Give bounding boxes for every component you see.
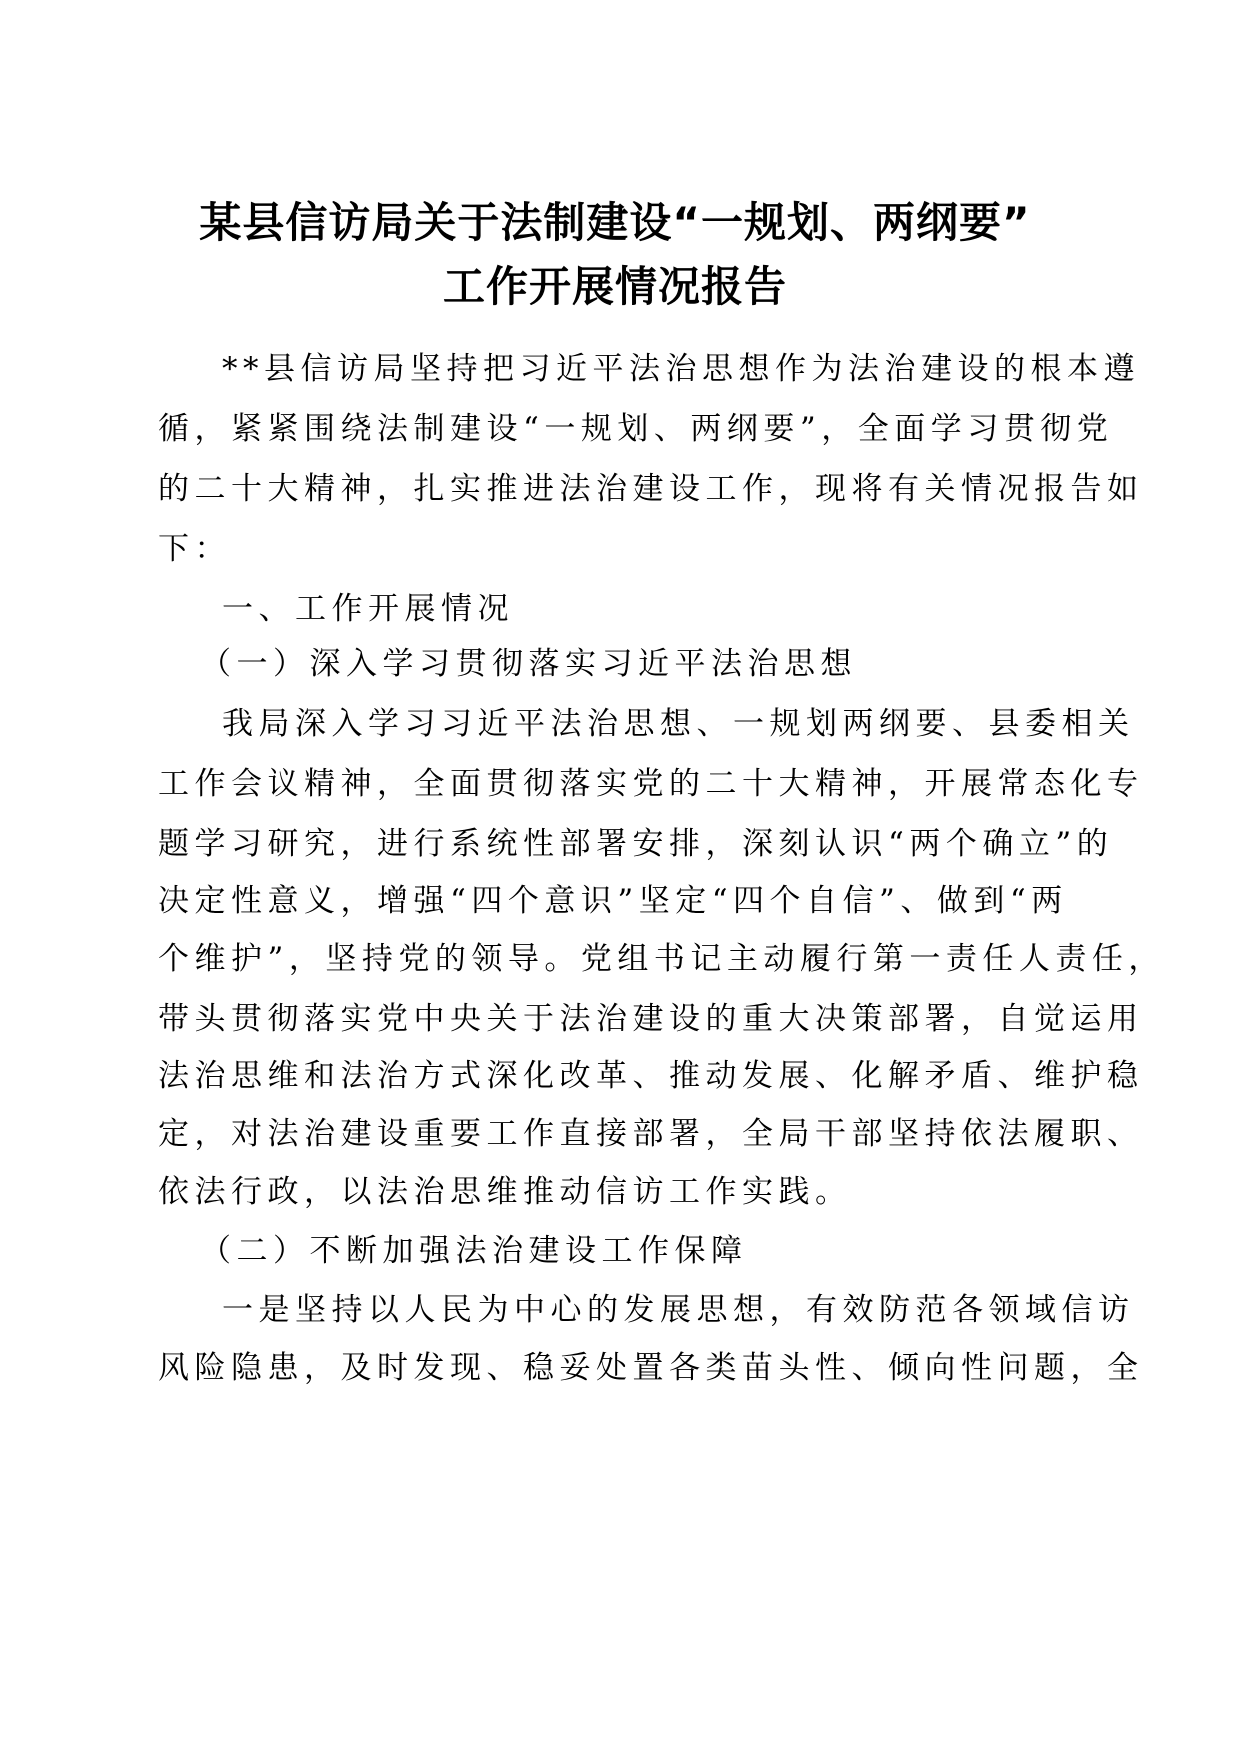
document-title-line-2: 工作开展情况报告 bbox=[442, 262, 787, 311]
body-line: 一是坚持以人民为中心的发展思想，有效防范各领域信访 bbox=[222, 1292, 1135, 1328]
body-line: 下： bbox=[158, 531, 231, 567]
body-line: 带头贯彻落实党中央关于法治建设的重大决策部署，自觉运用 bbox=[158, 1001, 1144, 1037]
body-line: 个维护”，坚持党的领导。党组书记主动履行第一责任人责任， bbox=[158, 941, 1165, 977]
body-line: 的二十大精神，扎实推进法治建设工作，现将有关情况报告如 bbox=[158, 471, 1144, 507]
body-line: 题学习研究，进行系统性部署安排，深刻认识“两个确立”的 bbox=[158, 826, 1114, 862]
body-line: 法治思维和法治方式深化改革、推动发展、化解矛盾、维护稳 bbox=[158, 1058, 1144, 1094]
subsection-heading: （二）不断加强法治建设工作保障 bbox=[200, 1233, 748, 1269]
body-line: 循，紧紧围绕法制建设“一规划、两纲要”，全面学习贯彻党 bbox=[158, 411, 1114, 447]
subsection-heading: （一）深入学习贯彻落实习近平法治思想 bbox=[200, 646, 857, 682]
body-line: 决定性意义，增强“四个意识”坚定“四个自信”、做到“两 bbox=[158, 883, 1068, 919]
body-line: 依法行政，以法治思维推动信访工作实践。 bbox=[158, 1174, 852, 1210]
body-line: 我局深入学习习近平法治思想、一规划两纲要、县委相关 bbox=[222, 706, 1135, 742]
body-line: 风险隐患，及时发现、稳妥处置各类苗头性、倾向性问题，全 bbox=[158, 1350, 1144, 1386]
body-line: 工作会议精神，全面贯彻落实党的二十大精神，开展常态化专 bbox=[158, 766, 1144, 802]
document-title-line-1: 某县信访局关于法制建设“一规划、两纲要” bbox=[199, 198, 1031, 247]
body-line: 定，对法治建设重要工作直接部署，全局干部坚持依法履职、 bbox=[158, 1116, 1144, 1152]
section-heading: 一、工作开展情况 bbox=[222, 591, 514, 627]
body-line: **县信访局坚持把习近平法治思想作为法治建设的根本遵 bbox=[222, 351, 1140, 387]
